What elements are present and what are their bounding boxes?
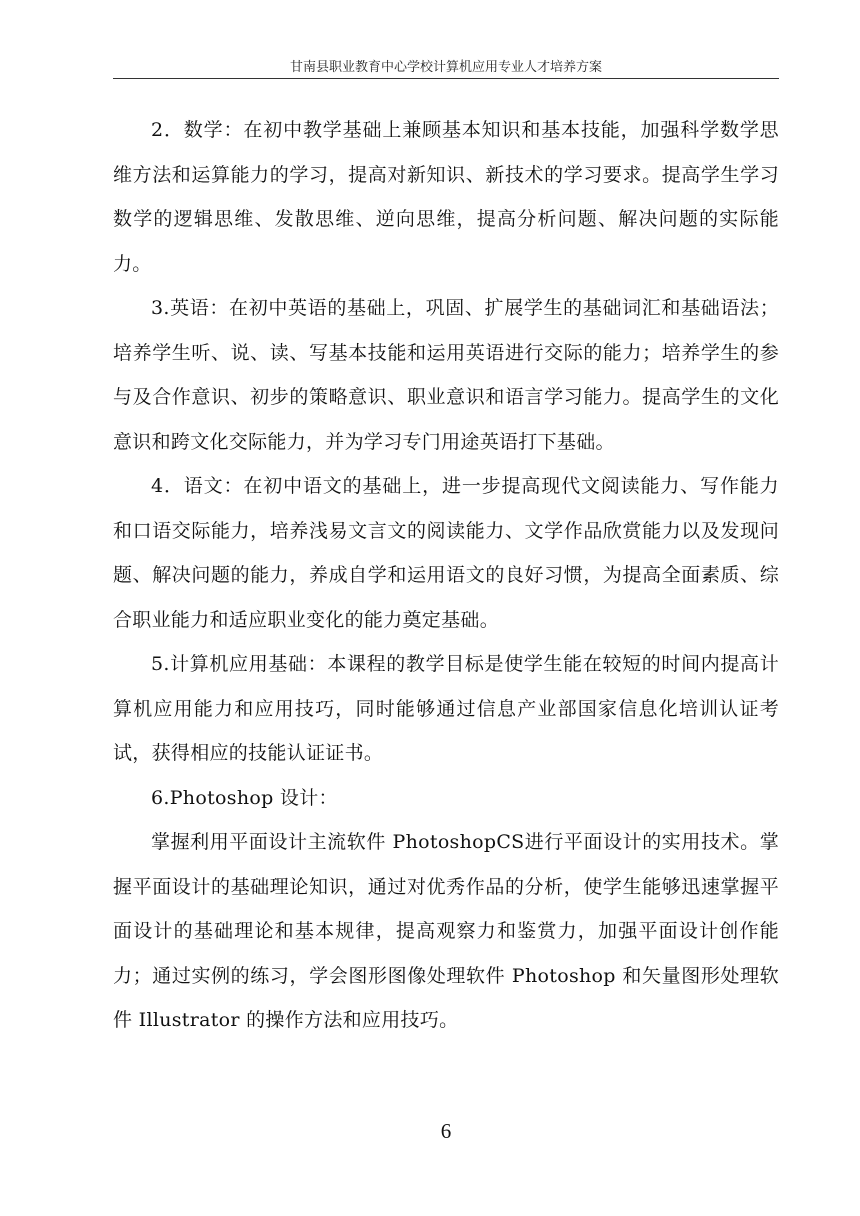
paragraph-computer-basics: 5.计算机应用基础：本课程的教学目标是使学生能在较短的时间内提高计算机应用能力和应用技巧，同时能够通过信息产业部国家信息化培训认证考试，获得相应的技能认证证书。 — [113, 653, 779, 764]
paragraph-math: 2．数学：在初中教学基础上兼顾基本知识和基本技能，加强科学数学思维方法和运算能力的学习，提高对新知识、新技术的学习要求。提高学生学习数学的逻辑思维、发散思维、逆向思维，提高分析问题、解决问题的实际能力。 — [113, 119, 779, 275]
paragraph-photoshop-body: 掌握利用平面设计主流软件 PhotoshopCS进行平面设计的实用技术。掌握平面设计的基础理论知识，通过对优秀作品的分析，使学生能够迅速掌握平面设计的基础理论和基本规律，提高观察力和鉴赏力，加强平面设计创作能力；通过实例的练习，学会图形图像处理软件 Photoshop 和矢量图形处理软件 Illustrator 的操作方法和应用技巧。 — [113, 831, 779, 1031]
paragraph-english: 3.英语：在初中英语的基础上，巩固、扩展学生的基础词汇和基础语法；培养学生听、说、读、写基本技能和运用英语进行交际的能力；培养学生的参与及合作意识、初步的策略意识、职业意识和语言学习能力。提高学生的文化意识和跨文化交际能力，并为学习专门用途英语打下基础。 — [113, 297, 779, 453]
paragraph-photoshop-heading: 6.Photoshop 设计： — [151, 786, 338, 809]
running-header: 甘南县职业教育中心学校计算机应用专业人才培养方案 — [289, 60, 602, 75]
page-number: 6 — [440, 1119, 452, 1143]
document-body — [113, 108, 779, 1043]
paragraph-chinese: 4．语文：在初中语文的基础上，进一步提高现代文阅读能力、写作能力和口语交际能力，培养浅易文言文的阅读能力、文学作品欣赏能力以及发现问题、解决问题的能力，养成自学和运用语文的良好习惯，为提高全面素质、综合职业能力和适应职业变化的能力奠定基础。 — [113, 475, 779, 631]
header-divider — [113, 78, 779, 79]
